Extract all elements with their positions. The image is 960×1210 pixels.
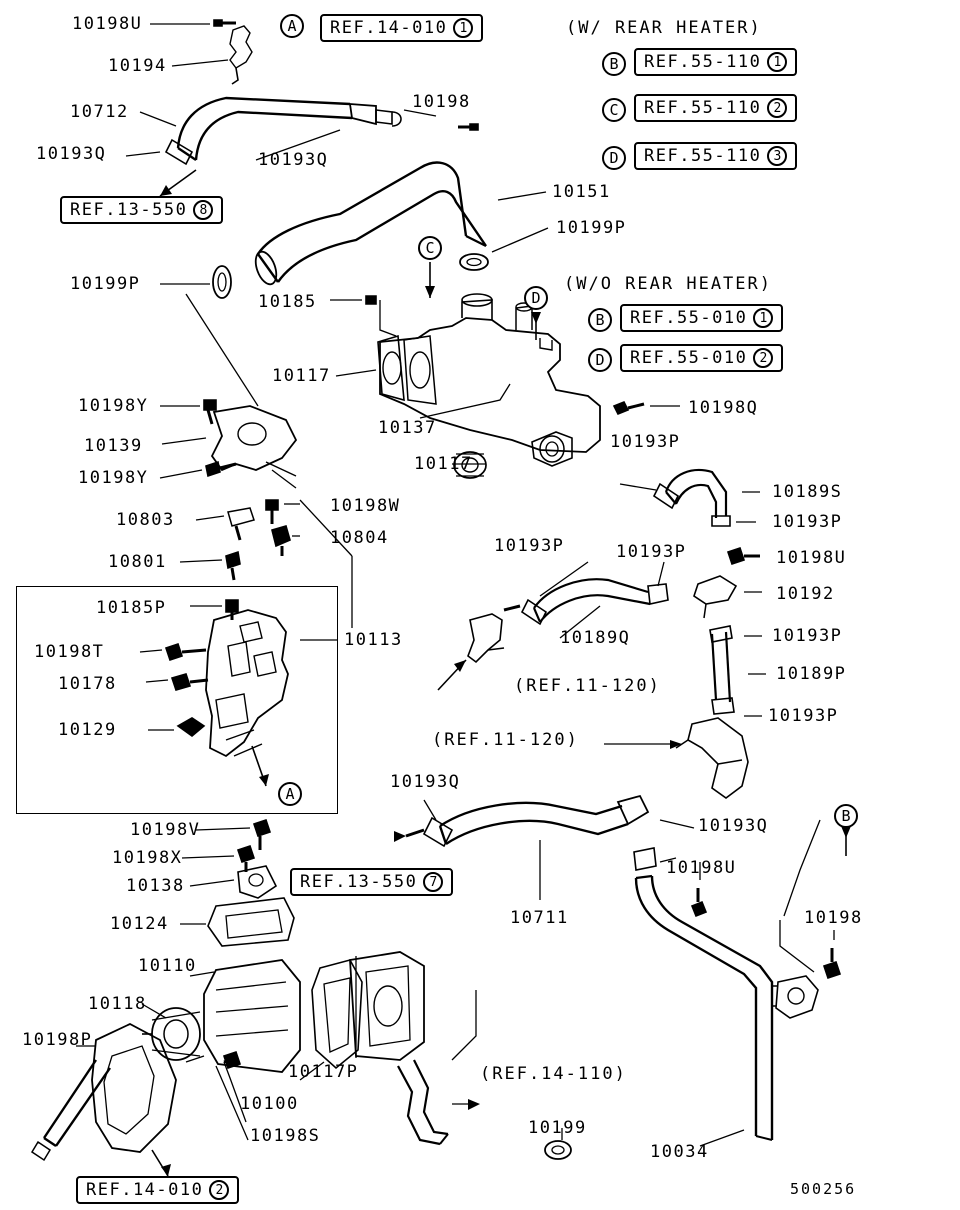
marker-badge-d-with: D: [602, 146, 626, 170]
part-label-10137: 10137: [378, 418, 437, 438]
plain-ref-11-120-a: (REF.11-120): [514, 676, 661, 696]
ref-box-55-110-3[interactable]: [634, 142, 797, 170]
ref-box-14-010-2[interactable]: [76, 1176, 239, 1204]
part-label-10151: 10151: [552, 182, 611, 202]
part-label-10118: 10118: [88, 994, 147, 1014]
ref-box-55-110-1[interactable]: [634, 48, 797, 76]
ref-text: REF.55-110: [644, 146, 762, 166]
part-label-10199: 10199: [528, 1118, 587, 1138]
ref-box-13-550-7[interactable]: [290, 868, 453, 896]
part-label-10198-lower-right: 10198: [804, 908, 863, 928]
part-label-10804: 10804: [330, 528, 389, 548]
part-label-10189Q: 10189Q: [560, 628, 631, 648]
part-label-10117P: 10117P: [288, 1062, 359, 1082]
ref-text: REF.13-550: [70, 200, 188, 220]
part-label-10034: 10034: [650, 1142, 709, 1162]
ref-text: REF.14-010: [86, 1180, 204, 1200]
ref-number-badge: 7: [423, 872, 443, 892]
part-label-10117-lower: 10117: [414, 454, 473, 474]
part-label-10198Y-lower: 10198Y: [78, 468, 149, 488]
ref-text: REF.13-550: [300, 872, 418, 892]
part-label-10189P: 10189P: [776, 664, 847, 684]
part-label-10138: 10138: [126, 876, 185, 896]
part-label-10129: 10129: [58, 720, 117, 740]
part-label-10198P: 10198P: [22, 1030, 93, 1050]
ref-box-55-010-2[interactable]: [620, 344, 783, 372]
group-title-without-rear-heater: (W/O REAR HEATER): [564, 274, 772, 294]
diagram-footer-code: 500256: [790, 1180, 857, 1198]
marker-c: C: [418, 236, 442, 260]
group-title-with-rear-heater: (W/ REAR HEATER): [566, 18, 762, 38]
part-label-10193Q-lower-right: 10193Q: [698, 816, 769, 836]
part-label-10198T: 10198T: [34, 642, 105, 662]
part-label-10139: 10139: [84, 436, 143, 456]
part-label-10193P-e: 10193P: [772, 626, 843, 646]
part-label-10801: 10801: [108, 552, 167, 572]
marker-badge-b-with: B: [602, 52, 626, 76]
part-label-10198X: 10198X: [112, 848, 183, 868]
part-label-10193Q-left: 10193Q: [36, 144, 107, 164]
part-label-10178: 10178: [58, 674, 117, 694]
marker-b-right: B: [834, 804, 858, 828]
part-label-10192: 10192: [776, 584, 835, 604]
ref-number-badge: 1: [753, 308, 773, 328]
part-label-10185P: 10185P: [96, 598, 167, 618]
inset-box-10113: [16, 586, 338, 814]
ref-box-55-110-2[interactable]: [634, 94, 797, 122]
plain-ref-14-110: (REF.14-110): [480, 1064, 627, 1084]
ref-number-badge: 3: [767, 146, 787, 166]
part-label-10193P-f: 10193P: [768, 706, 839, 726]
part-label-10117-upper: 10117: [272, 366, 331, 386]
part-label-10193Q-mid: 10193Q: [258, 150, 329, 170]
part-label-10189S: 10189S: [772, 482, 843, 502]
ref-text: REF.55-010: [630, 348, 748, 368]
part-label-10193P-b: 10193P: [772, 512, 843, 532]
part-label-10711: 10711: [510, 908, 569, 928]
ref-number-badge: 1: [767, 52, 787, 72]
plain-ref-11-120-b: (REF.11-120): [432, 730, 579, 750]
ref-box-14-010-1[interactable]: [320, 14, 483, 42]
part-label-10193Q-lower-left: 10193Q: [390, 772, 461, 792]
part-label-10198U-lower: 10198U: [666, 858, 737, 878]
part-label-10198Y-upper: 10198Y: [78, 396, 149, 416]
marker-badge-c-with: C: [602, 98, 626, 122]
part-label-10198W: 10198W: [330, 496, 401, 516]
ref-number-badge: 1: [453, 18, 473, 38]
marker-d: D: [524, 286, 548, 310]
ref-text: REF.55-110: [644, 98, 762, 118]
part-label-10194: 10194: [108, 56, 167, 76]
part-label-10110: 10110: [138, 956, 197, 976]
ref-number-badge: 2: [209, 1180, 229, 1200]
part-label-10198Q: 10198Q: [688, 398, 759, 418]
part-label-10198V: 10198V: [130, 820, 201, 840]
marker-badge-d-without: D: [588, 348, 612, 372]
part-label-10712: 10712: [70, 102, 129, 122]
part-label-10198S: 10198S: [250, 1126, 321, 1146]
part-label-10198U: 10198U: [72, 14, 143, 34]
ref-text: REF.14-010: [330, 18, 448, 38]
ref-box-55-010-1[interactable]: [620, 304, 783, 332]
ref-text: REF.55-010: [630, 308, 748, 328]
part-label-10193P-c: 10193P: [494, 536, 565, 556]
part-label-10113: 10113: [344, 630, 403, 650]
part-label-10100: 10100: [240, 1094, 299, 1114]
marker-a-top: A: [280, 14, 304, 38]
part-label-10198-top: 10198: [412, 92, 471, 112]
ref-box-13-550-8[interactable]: [60, 196, 223, 224]
marker-a-inset: A: [278, 782, 302, 806]
part-label-10124: 10124: [110, 914, 169, 934]
part-label-10199P-right: 10199P: [556, 218, 627, 238]
marker-badge-b-without: B: [588, 308, 612, 332]
ref-number-badge: 8: [193, 200, 213, 220]
part-label-10193P-d: 10193P: [616, 542, 687, 562]
part-label-10185: 10185: [258, 292, 317, 312]
part-label-10193P-a: 10193P: [610, 432, 681, 452]
ref-number-badge: 2: [753, 348, 773, 368]
part-label-10199P-left: 10199P: [70, 274, 141, 294]
ref-number-badge: 2: [767, 98, 787, 118]
part-label-10198U-right: 10198U: [776, 548, 847, 568]
part-label-10803: 10803: [116, 510, 175, 530]
ref-text: REF.55-110: [644, 52, 762, 72]
